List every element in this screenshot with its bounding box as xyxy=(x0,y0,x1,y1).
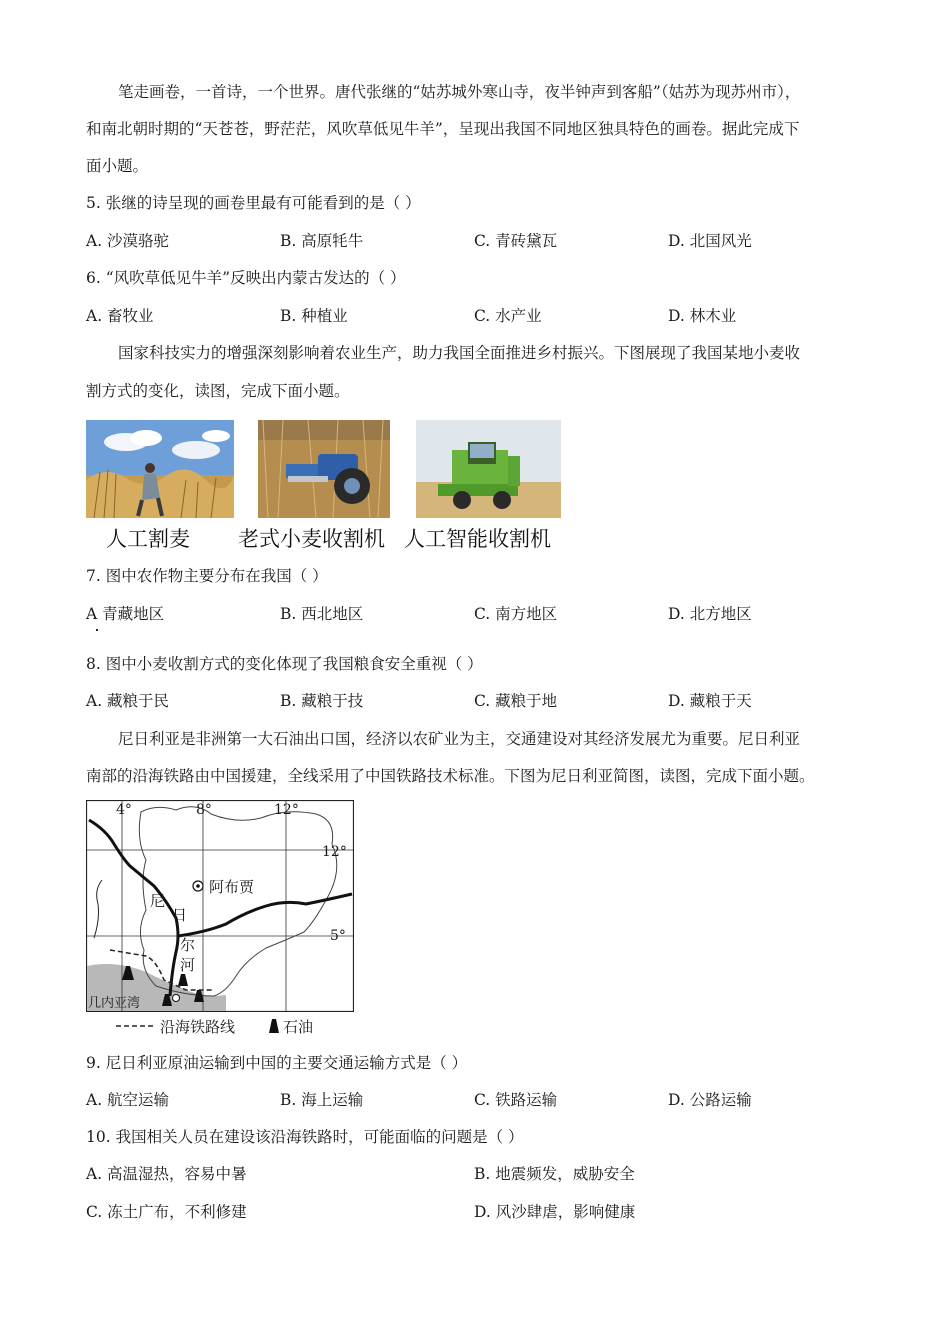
q9-option-c[interactable]: C. 铁路运输 xyxy=(474,1091,558,1109)
intro2-line-1: 国家科技实力的增强深刻影响着农业生产，助力我国全面推进乡村振兴。下图展现了我国某地小麦收 xyxy=(118,344,801,362)
intro3-line-2: 南部的沿海铁路由中国援建，全线采用了中国铁路技术标准。下图为尼日利亚简图，读图，完成下面小题。 xyxy=(86,767,815,785)
q10-option-a[interactable]: A. 高温湿热，容易中暑 xyxy=(86,1165,247,1183)
q5-option-d[interactable]: D. 北国风光 xyxy=(668,232,752,250)
q7-option-c[interactable]: C. 南方地区 xyxy=(474,605,558,623)
legend-oil-label: 石油 xyxy=(283,1018,314,1036)
map-lon-label-12: 12° xyxy=(274,802,299,818)
photo-smart-harvester xyxy=(416,420,561,518)
q10-option-d[interactable]: D. 风沙肆虐，影响健康 xyxy=(474,1203,636,1221)
intro2-line-2: 割方式的变化，读图，完成下面小题。 xyxy=(86,382,350,400)
photo-manual-harvest xyxy=(86,420,234,518)
map-gulf-label: 几内亚湾 xyxy=(88,996,141,1011)
q7-option-a[interactable]: A 青藏地区 xyxy=(86,605,165,623)
q8-option-c[interactable]: C. 藏粮于地 xyxy=(474,692,558,710)
question-7-stem: 7. 图中农作物主要分布在我国（ ） xyxy=(86,567,328,585)
question-9-stem: 9. 尼日利亚原油运输到中国的主要交通运输方式是（ ） xyxy=(86,1054,468,1072)
q9-option-d[interactable]: D. 公路运输 xyxy=(668,1091,752,1109)
q8-option-d[interactable]: D. 藏粮于天 xyxy=(668,692,752,710)
q6-option-d[interactable]: D. 林木业 xyxy=(668,307,737,325)
q8-option-b[interactable]: B. 藏粮于技 xyxy=(280,692,364,710)
map-lat-label-12: 12° xyxy=(322,844,347,860)
intro1-line-3: 面小题。 xyxy=(86,157,149,175)
q6-option-c[interactable]: C. 水产业 xyxy=(474,307,542,325)
q9-option-a[interactable]: A. 航空运输 xyxy=(86,1091,170,1109)
q10-option-c[interactable]: C. 冻土广布，不利修建 xyxy=(86,1203,247,1221)
oil-icon xyxy=(268,1018,280,1034)
map-river-char-3: 尔 xyxy=(180,936,196,954)
q8-option-a[interactable]: A. 藏粮于民 xyxy=(86,692,170,710)
map-lat-label-5: 5° xyxy=(330,928,346,944)
question-6-stem: 6. “风吹草低见牛羊”反映出内蒙古发达的（ ） xyxy=(86,269,406,287)
map-river-char-4: 河 xyxy=(180,956,196,974)
legend-rail-symbol xyxy=(116,1021,156,1031)
caption-old-harvester: 老式小麦收割机 xyxy=(238,527,385,551)
q5-option-a[interactable]: A. 沙漠骆驼 xyxy=(86,232,170,250)
q6-option-b[interactable]: B. 种植业 xyxy=(280,307,348,325)
legend-rail-label: 沿海铁路线 xyxy=(160,1018,236,1036)
q5-option-c[interactable]: C. 青砖黛瓦 xyxy=(474,232,558,250)
intro3-line-1: 尼日利亚是非洲第一大石油出口国，经济以农矿业为主，交通建设对其经济发展尤为重要。尼日利亚 xyxy=(118,730,801,748)
intro1-line-2: 和南北朝时期的“天苍苍，野茫茫，风吹草低见牛羊”，呈现出我国不同地区独具特色的画卷。据此完成下 xyxy=(86,120,800,138)
intro1-line-1: 笔走画卷，一首诗，一个世界。唐代张继的“姑苏城外寒山寺，夜半钟声到客船”（姑苏为现苏州市）， xyxy=(118,83,801,101)
nigeria-map xyxy=(86,800,354,1012)
map-lon-label-8: 8° xyxy=(196,802,212,818)
map-river-char-2: 日 xyxy=(172,906,188,924)
stray-dot xyxy=(96,629,98,631)
caption-smart-harvester: 人工智能收割机 xyxy=(404,527,551,551)
q6-option-a[interactable]: A. 畜牧业 xyxy=(86,307,154,325)
q5-option-b[interactable]: B. 高原牦牛 xyxy=(280,232,364,250)
q7-option-b[interactable]: B. 西北地区 xyxy=(280,605,364,623)
q9-option-b[interactable]: B. 海上运输 xyxy=(280,1091,364,1109)
question-10-stem: 10. 我国相关人员在建设该沿海铁路时，可能面临的问题是（ ） xyxy=(86,1128,524,1146)
q10-option-b[interactable]: B. 地震频发，威胁安全 xyxy=(474,1165,635,1183)
question-5-stem: 5. 张继的诗呈现的画卷里最有可能看到的是（ ） xyxy=(86,194,421,212)
photo-old-harvester xyxy=(258,420,390,518)
question-8-stem: 8. 图中小麦收割方式的变化体现了我国粮食安全重视（ ） xyxy=(86,655,483,673)
caption-manual-harvest: 人工割麦 xyxy=(106,527,190,551)
map-river-char-1: 尼 xyxy=(150,892,166,910)
map-lon-label-4: 4° xyxy=(116,802,132,818)
map-capital-label: 阿布贾 xyxy=(209,878,255,896)
q7-option-d[interactable]: D. 北方地区 xyxy=(668,605,752,623)
